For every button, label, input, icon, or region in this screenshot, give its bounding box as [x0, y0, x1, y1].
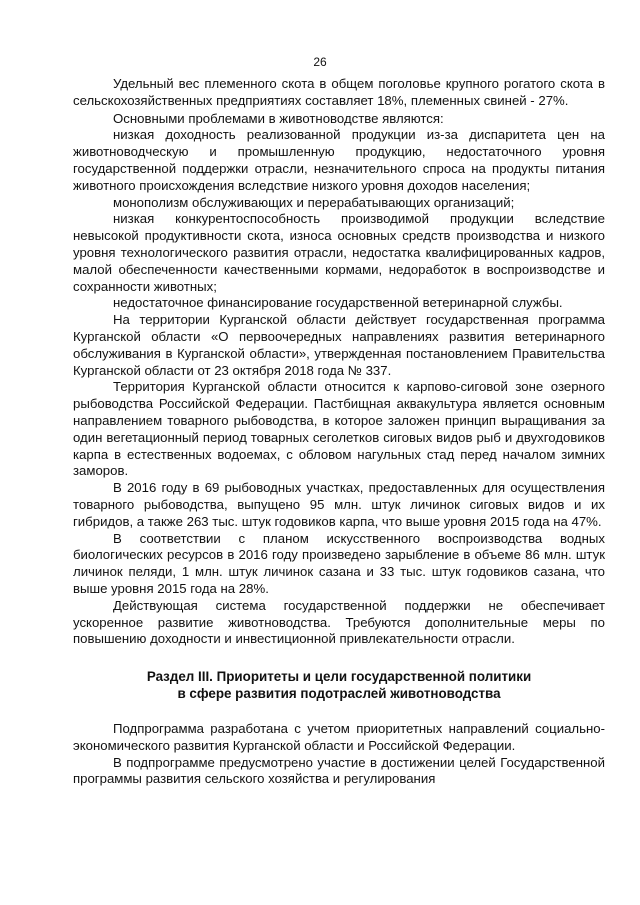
list-item: низкая доходность реализованной продукции из-за диспаритета цен на животноводческую и промышленную продукцию, недостаточного уровня государственной поддержки отрасли, незначительного спроса на продукты питания животного происхождения вследствие низкого уровня доходов населения;	[73, 127, 605, 193]
page-number: 26	[313, 55, 327, 69]
paragraph: Территория Курганской области относится к карпово-сиговой зоне озерного рыбоводства Российской Федерации. Пастбищная аквакультура является основным направлением товарного рыбоводства, в которое заложен принцип выращивания за один вегетационный период товарных сеголетков сиговых видов рыб и двухгодовиков карпа в естественных водоемах, с обловом нагульных стад перед началом зимних заморов.	[73, 379, 605, 479]
list-item: недостаточное финансирование государственной ветеринарной службы.	[113, 295, 563, 311]
paragraph: Основными проблемами в животноводстве являются:	[113, 110, 444, 126]
document-body	[73, 76, 605, 788]
paragraph: В 2016 году в 69 рыбоводных участках, предоставленных для осуществления товарного рыбоводства, выпущено 95 млн. штук личинок сиговых видов и их гибридов, а также 263 тыс. штук годовиков карпа, что выше уровня 2015 года на 47%.	[73, 480, 605, 529]
section-title-line: Раздел III. Приоритеты и цели государственной политики	[146, 669, 532, 685]
section-title	[73, 668, 605, 702]
section-title-line: в сфере развития подотраслей животноводства	[177, 686, 501, 702]
paragraph: Действующая система государственной поддержки не обеспечивает ускоренное развитие животноводства. Требуются дополнительные меры по повышению доходности и инвестиционной привлекательности отрасли.	[73, 597, 605, 647]
paragraph: В соответствии с планом искусственного воспроизводства водных биологических ресурсов в 2016 году произведено зарыбление в объеме 86 млн. штук личинок пеляди, 1 млн. штук личинок сазана и 33 тыс. штук годовиков сазана, что выше уровня 2015 года на 28%.	[73, 530, 605, 596]
list-item: низкая конкурентоспособность производимой продукции вследствие невысокой продуктивности скота, износа основных средств производства и низкого уровня технологического развития отрасли, недостатка квалифицированных кадров, малой обеспеченности качественными кормами, недоработок в воспроизводстве и сохранности животных;	[73, 211, 605, 294]
paragraph: Подпрограмма разработана с учетом приоритетных направлений социально-экономического развития Курганской области и Российской Федерации.	[73, 721, 605, 753]
paragraph: В подпрограмме предусмотрено участие в достижении целей Государственной программы развития сельского хозяйства и регулирования	[73, 754, 605, 787]
list-item: монополизм обслуживающих и перерабатывающих организаций;	[113, 194, 515, 210]
paragraph: На территории Курганской области действует государственная программа Курганской области «О первоочередных направлениях развития ветеринарного обслуживания в Курганской области», утвержденная постановлением Правительства Курганской области от 23 октября 2018 года № 337.	[73, 312, 605, 378]
paragraph: Удельный вес племенного скота в общем поголовье крупного рогатого скота в сельскохозяйственных предприятиях составляет 18%, племенных свиней - 27%.	[73, 76, 605, 108]
